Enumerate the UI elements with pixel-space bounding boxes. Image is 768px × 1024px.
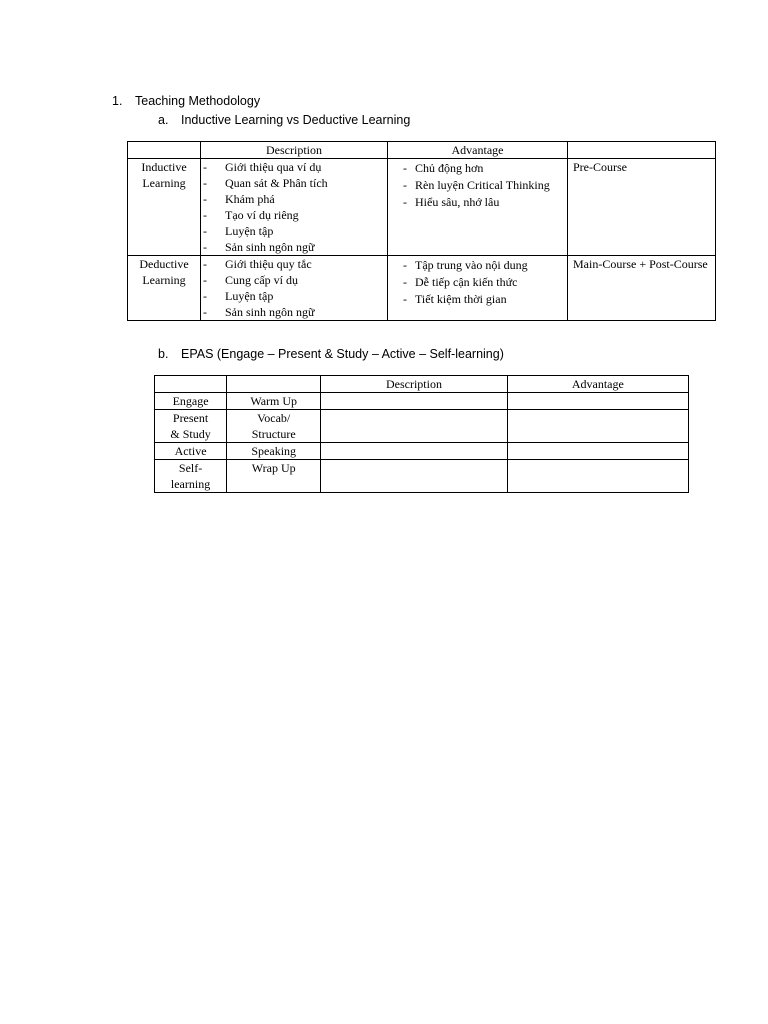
stage-cell: Engage xyxy=(155,393,227,410)
advantage-list xyxy=(403,160,562,210)
header-cell: Advantage xyxy=(507,376,688,393)
advantage-cell xyxy=(507,393,688,410)
table-row xyxy=(128,256,716,321)
subsection-heading-b xyxy=(158,347,504,361)
advantage-cell xyxy=(507,443,688,460)
header-cell: Advantage xyxy=(388,142,568,159)
subsection-heading-a xyxy=(158,113,410,127)
list-item: - Chủ động hơn xyxy=(403,160,562,176)
list-item: - Rèn luyện Critical Thinking xyxy=(403,177,562,193)
description-list xyxy=(201,159,382,255)
list-item: - Tập trung vào nội dung xyxy=(403,257,562,273)
table-row xyxy=(128,159,716,256)
activity-cell: Wrap Up xyxy=(227,460,321,493)
section-title: Teaching Methodology xyxy=(135,94,261,108)
row-label: Inductive Learning xyxy=(128,159,201,256)
table-header-row xyxy=(128,142,716,159)
header-cell xyxy=(128,142,201,159)
header-cell: Description xyxy=(201,142,388,159)
table-row xyxy=(155,393,689,410)
list-item: - Luyện tập xyxy=(201,288,382,304)
advantage-cell xyxy=(388,256,568,321)
list-item: - Giới thiệu qua ví dụ xyxy=(201,159,382,175)
subsection-letter: b. xyxy=(158,347,169,361)
stage-cell: Active xyxy=(155,443,227,460)
table-row xyxy=(155,443,689,460)
stage-cell: Present & Study xyxy=(155,410,227,443)
description-cell xyxy=(321,443,507,460)
description-list xyxy=(201,256,382,320)
list-item: - Dễ tiếp cận kiến thức xyxy=(403,274,562,290)
stage-cell: Self-learning xyxy=(155,460,227,493)
description-cell xyxy=(321,460,507,493)
list-item: - Giới thiệu quy tắc xyxy=(201,256,382,272)
activity-cell: Vocab/ Structure xyxy=(227,410,321,443)
list-item: - Khám phá xyxy=(201,191,382,207)
list-item: - Sản sinh ngôn ngữ xyxy=(201,239,382,255)
subsection-title: EPAS (Engage – Present & Study – Active – Self-learning) xyxy=(181,347,504,361)
advantage-list xyxy=(403,257,562,307)
advantage-cell xyxy=(507,410,688,443)
header-cell xyxy=(155,376,227,393)
list-item: - Luyện tập xyxy=(201,223,382,239)
activity-cell: Warm Up xyxy=(227,393,321,410)
section-heading-1 xyxy=(112,94,260,108)
description-cell xyxy=(201,159,388,256)
description-cell xyxy=(201,256,388,321)
subsection-letter: a. xyxy=(158,113,169,127)
stage-cell: Pre-Course xyxy=(568,159,716,256)
description-cell xyxy=(321,410,507,443)
table-header-row xyxy=(155,376,689,393)
advantage-cell xyxy=(388,159,568,256)
advantage-cell xyxy=(507,460,688,493)
header-cell xyxy=(227,376,321,393)
list-item: - Tạo ví dụ riêng xyxy=(201,207,382,223)
list-item: - Hiểu sâu, nhớ lâu xyxy=(403,194,562,210)
epas-table xyxy=(154,375,689,493)
list-item: - Tiết kiệm thời gian xyxy=(403,291,562,307)
activity-cell: Speaking xyxy=(227,443,321,460)
list-item: - Sản sinh ngôn ngữ xyxy=(201,304,382,320)
stage-cell: Main-Course + Post-Course xyxy=(568,256,716,321)
row-label: Deductive Learning xyxy=(128,256,201,321)
list-item: - Quan sát & Phân tích xyxy=(201,175,382,191)
list-item: - Cung cấp ví dụ xyxy=(201,272,382,288)
inductive-deductive-table xyxy=(127,141,716,321)
section-number: 1. xyxy=(112,94,123,108)
header-cell: Description xyxy=(321,376,507,393)
header-cell xyxy=(568,142,716,159)
table-row xyxy=(155,460,689,493)
table-row xyxy=(155,410,689,443)
subsection-title: Inductive Learning vs Deductive Learning xyxy=(181,113,411,127)
description-cell xyxy=(321,393,507,410)
